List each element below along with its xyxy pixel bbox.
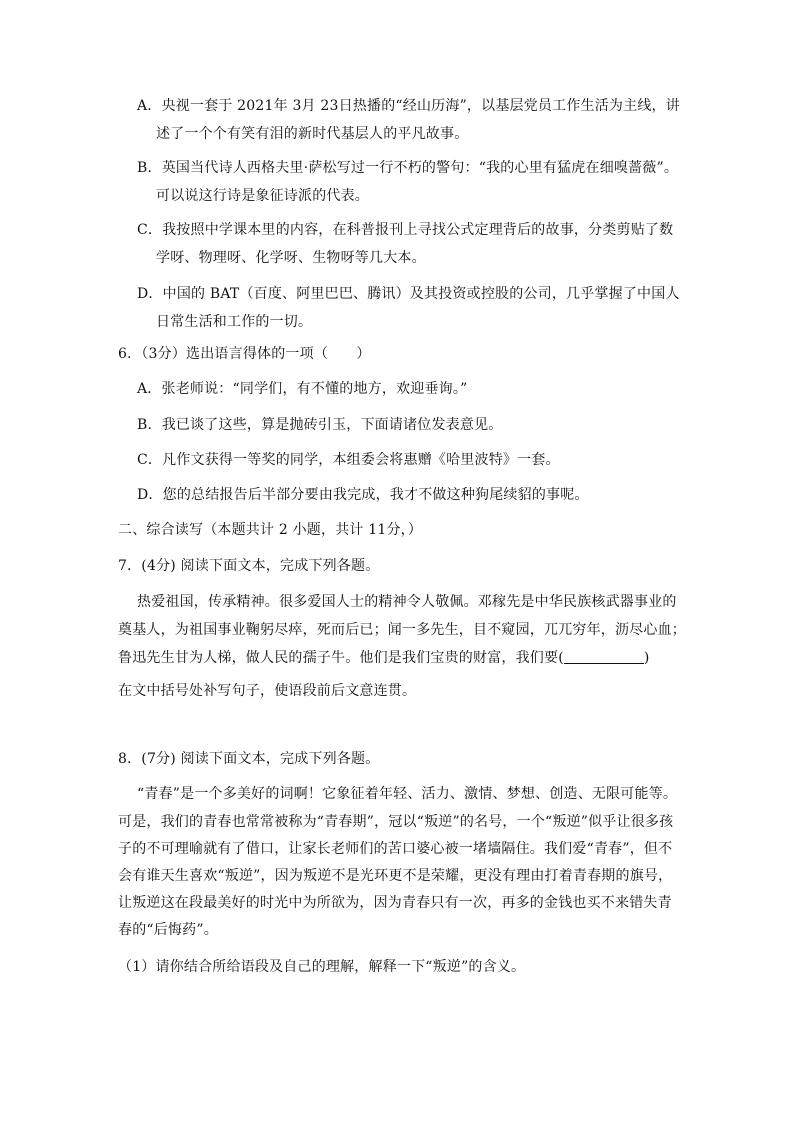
- q6-option-c: C．凡作文获得一等奖的同学，本组委会将惠赠《哈里波特》一套。: [137, 452, 560, 468]
- q8-passage-line5: 让叛逆这在段最美好的时光中为所欲为，因为青春只有一次，再多的金钱也买不来错失青: [118, 895, 672, 911]
- q5-option-b-line1: B．英国当代诗人西格夫里·萨松写过一行不朽的警句：“我的心里有猛虎在细嗅蔷薇”。: [137, 160, 679, 176]
- q7-instruction: 在文中括号处补写句子，使语段前后文意连贯。: [118, 683, 417, 699]
- q6-stem: 6．（3分）选出语言得体的一项（ ）: [118, 346, 371, 362]
- q7-passage-line2: 奠基人，为祖国事业鞠躬尽瘁，死而后已；闻一多先生，目不窥园，兀兀穷年，沥尽心血；: [118, 622, 686, 638]
- q7-paren-close: ): [643, 650, 650, 666]
- q5-option-a-line2: 述了一个个有笑有泪的新时代基层人的平凡故事。: [156, 126, 469, 142]
- q8-passage-line4: 会有谁天生喜欢“叛逆”，因为叛逆不是光环更不是荣耀，更没有理由打着青春期的旗号，: [118, 868, 673, 884]
- q8-stem: 8．(7分) 阅读下面文本，完成下列各题。: [118, 751, 380, 767]
- q7-stem: 7．(4分) 阅读下面文本，完成下列各题。: [118, 558, 380, 574]
- q6-option-d: D．您的总结报告后半部分要由我完成，我才不做这种狗尾续貂的事呢。: [137, 487, 589, 503]
- q5-option-c-line1: C．我按照中学课本里的内容，在科普报刊上寻找公式定理背后的故事，分类剪贴了数: [137, 222, 674, 238]
- q8-subquestion-1: （1）请你结合所给语段及自己的理解，解释一下“叛逆”的含义。: [118, 959, 526, 975]
- q8-passage-line6: 春的“后悔药”。: [118, 922, 218, 938]
- q5-option-c-line2: 学呀、物理呀、化学呀、生物呀等几大本。: [156, 250, 426, 266]
- q7-passage-line3: [118, 649, 650, 667]
- q5-option-a-line1: A．央视一套于 2021年 3月 23日热播的“经山历海”，以基层党员工作生活为主线，讲: [137, 98, 680, 114]
- q5-option-d-line2: 日常生活和工作的一切。: [156, 314, 313, 330]
- section2-heading: 二、综合读写（本题共计 2 小题，共计 11分，）: [118, 522, 423, 538]
- q5-option-b-line2: 可以说这行诗是象征诗派的代表。: [156, 188, 369, 204]
- q8-passage-line2: 可是，我们的青春也常常被称为“青春期”，冠以“叛逆”的名号，一个“叛逆”似乎让很多孩: [118, 814, 674, 830]
- q7-answer-blank[interactable]: [564, 649, 644, 664]
- q5-option-d-line1: D．中国的 BAT（百度、阿里巴巴、腾讯）及其投资或控股的公司，几乎掌握了中国人: [137, 286, 680, 302]
- q7-passage-line3-text: 鲁迅先生甘为人梯，做人民的孺子牛。他们是我们宝贵的财富，我们要: [118, 650, 559, 666]
- q8-passage-line3: 子的不可理喻就有了借口，让家长老师们的苦口婆心被一堵墙隔住。我们爱“青春”，但不: [118, 841, 673, 857]
- q7-paren-open: (: [558, 650, 564, 666]
- q6-option-a: A．张老师说：“同学们，有不懂的地方，欢迎垂询。”: [137, 381, 468, 397]
- q7-passage-line1: 热爱祖国，传承精神。很多爱国人士的精神令人敬佩。邓稼先是中华民族核武器事业的: [137, 594, 677, 610]
- q8-passage-line1: “青春”是一个多美好的词啊！它象征着年轻、活力、激情、梦想、创造、无限可能等。: [137, 786, 678, 802]
- q6-option-b: B．我已谈了这些，算是抛砖引玉，下面请诸位发表意见。: [137, 417, 503, 433]
